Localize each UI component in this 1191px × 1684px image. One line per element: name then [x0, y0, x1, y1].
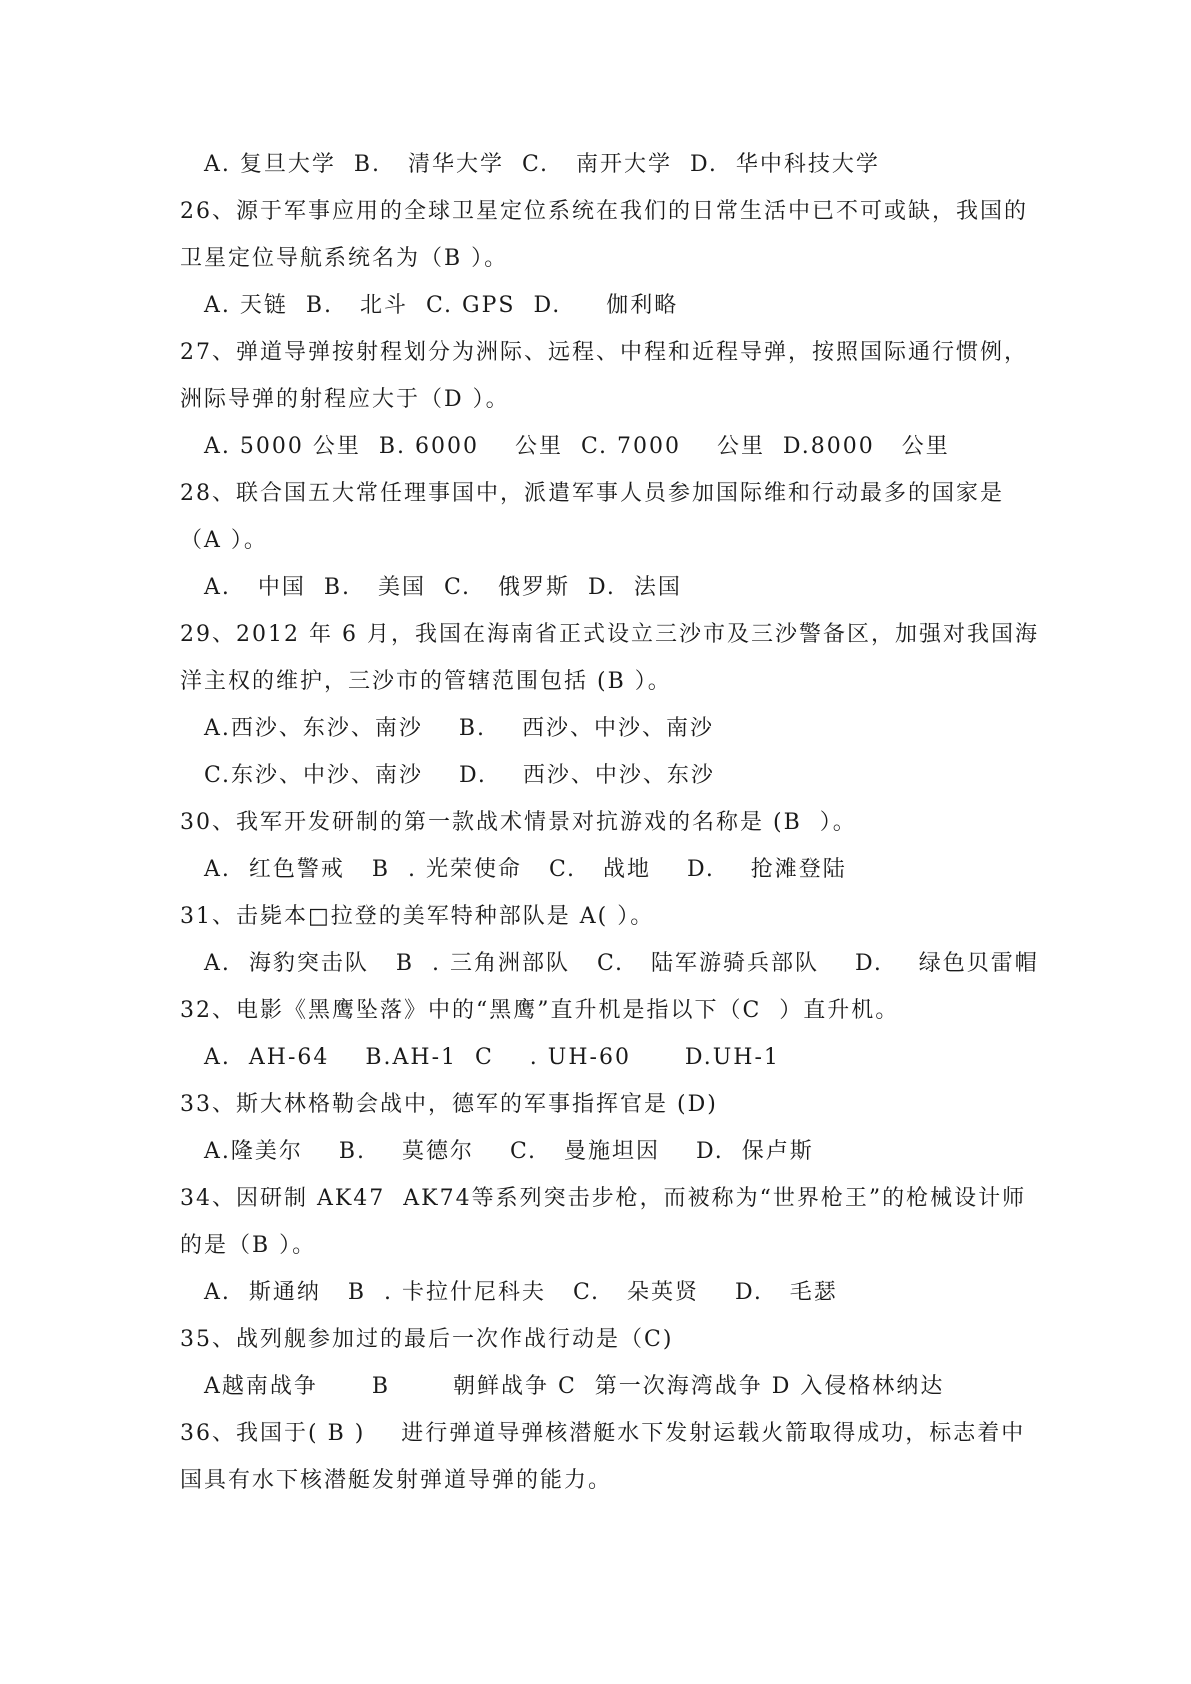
question-text-line: 洲际导弹的射程应大于（D ）。: [180, 387, 510, 412]
question-text-line: 28、联合国五大常任理事国中，派遣军事人员参加国际维和行动最多的国家是: [180, 481, 1004, 506]
question-text-line: 30、我军开发研制的第一款战术情景对抗游戏的名称是 (B ）。: [180, 810, 857, 835]
answer-options-line: A. AH-64 B.AH-1 C . UH-60 D.UH-1: [204, 1045, 780, 1070]
question-text-line: 卫星定位导航系统名为（B ）。: [180, 246, 509, 271]
question-text-line: 36、我国于( B ) 进行弹道导弹核潜艇水下发射运载火箭取得成功，标志着中: [180, 1421, 1026, 1446]
document-body: [180, 141, 1040, 1504]
answer-options-line: A. 海豹突击队 B . 三角洲部队 C. 陆军游骑兵部队 D. 绿色贝雷帽: [204, 951, 1039, 976]
answer-options-line: A. 中国 B. 美国 C. 俄罗斯 D. 法国: [204, 575, 682, 600]
question-text-line: 29、2012 年 6 月，我国在海南省正式设立三沙市及三沙警备区，加强对我国海: [180, 622, 1039, 647]
answer-options-line: A越南战争 B 朝鲜战争 C 第一次海湾战争 D 入侵格林纳达: [204, 1374, 945, 1399]
question-text-line: 34、因研制 AK47 AK74等系列突击步枪，而被称为“世界枪王”的枪械设计师: [180, 1186, 1027, 1211]
answer-options-line: A. 5000 公里 B. 6000 公里 C. 7000 公里 D.8000 公里: [204, 434, 950, 459]
question-text-line: 31、击毙本□拉登的美军特种部队是 A( ）。: [180, 904, 655, 929]
answer-options-line: A.西沙、东沙、南沙 B. 西沙、中沙、南沙: [204, 716, 714, 741]
answer-options-line: A. 红色警戒 B . 光荣使命 C. 战地 D. 抢滩登陆: [204, 857, 847, 882]
answer-options-line: C.东沙、中沙、南沙 D. 西沙、中沙、东沙: [204, 763, 715, 788]
question-text-line: 26、源于军事应用的全球卫星定位系统在我们的日常生活中已不可或缺，我国的: [180, 199, 1028, 224]
question-text-line: 国具有水下核潜艇发射弹道导弹的能力。: [180, 1468, 613, 1493]
answer-options-line: A.隆美尔 B. 莫德尔 C. 曼施坦因 D. 保卢斯: [204, 1139, 814, 1164]
answer-options-line: A. 天链 B. 北斗 C. GPS D. 伽利略: [204, 293, 679, 318]
answer-options-line: A. 斯通纳 B . 卡拉什尼科夫 C. 朵英贤 D. 毛瑟: [204, 1280, 838, 1305]
answer-options-line: A. 复旦大学 B. 清华大学 C. 南开大学 D. 华中科技大学: [204, 152, 880, 177]
question-text-line: 的是（B ）。: [180, 1233, 317, 1258]
question-text-line: 洋主权的维护，三沙市的管辖范围包括 (B ）。: [180, 669, 672, 694]
question-text-line: 35、战列舰参加过的最后一次作战行动是（C): [180, 1327, 674, 1352]
question-text-line: 27、弹道导弹按射程划分为洲际、远程、中程和近程导弹，按照国际通行惯例，: [180, 340, 1028, 365]
question-text-line: 32、电影《黑鹰坠落》中的“黑鹰”直升机是指以下（C ）直升机。: [180, 998, 900, 1023]
question-text-line: 33、斯大林格勒会战中，德军的军事指挥官是 (D): [180, 1092, 718, 1117]
question-text-line: （A ）。: [180, 528, 268, 553]
